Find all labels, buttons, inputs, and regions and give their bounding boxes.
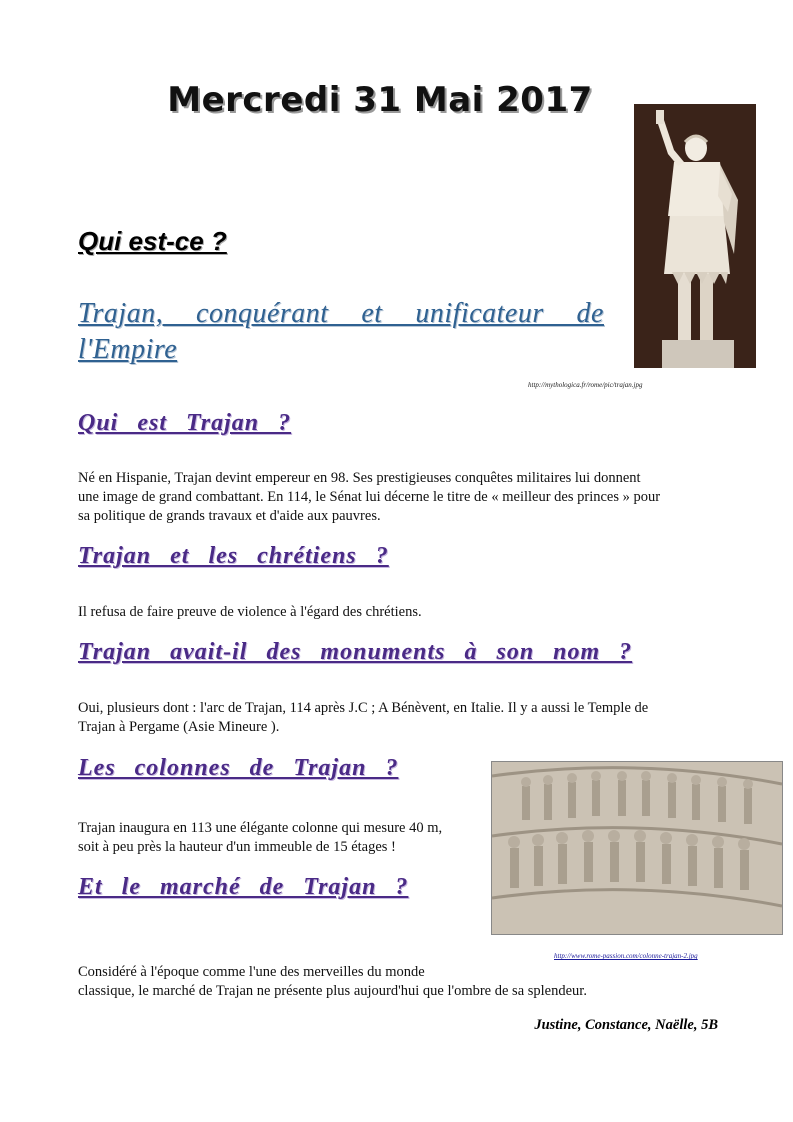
text-line: classique, le marché de Trajan ne présente plus aujourd'hui que l'ombre de sa splendeur. [78,983,587,999]
section-text-qui-est-trajan [78,469,728,526]
page-date: Mercredi 31 Mai 2017 [167,80,593,120]
text-line: Né en Hispanie, Trajan devint empereur en 98. Ses prestigieuses conquêtes militaires lui donnent [78,470,641,486]
section-text-monuments [78,699,728,737]
text-line: Trajan inaugura en 113 une élégante colonne qui mesure 40 m, [78,820,443,836]
section-title-qui-est-trajan: Qui est Trajan ? [78,410,292,436]
text-line: soit à peu près la hauteur d'un immeuble de 15 étages ! [78,839,396,855]
text-line: Trajan à Pergame (Asie Mineure ). [78,719,280,735]
section-title-monuments: Trajan avait-il des monuments à son nom ? [78,639,633,665]
section-text-colonnes [78,819,488,857]
trajan-statue-image [634,104,756,368]
article-title: Trajan, conquérant et unificateur de l'Empire [78,298,604,365]
text-line: sa politique de grands travaux et d'aide aux pauvres. [78,508,381,524]
trajan-column-image [491,761,783,935]
author-signature: Justine, Constance, Naëlle, 5B [534,1017,718,1033]
section-text-marche [78,963,728,1001]
section-title-marche: Et le marché de Trajan ? [78,874,409,900]
section-title-colonnes: Les colonnes de Trajan ? [78,755,399,781]
statue-image-credit: http://mythologica.fr/rome/pic/trajan.jpg [528,381,643,389]
intro-question: Qui est-ce ? [78,226,227,256]
text-line: une image de grand combattant. En 114, le Sénat lui décerne le titre de « meilleur des princes » pour [78,489,661,505]
text-line: Oui, plusieurs dont : l'arc de Trajan, 114 après J.C ; A Bénèvent, en Italie. Il y a aussi le Temple de [78,700,649,716]
text-line: Il refusa de faire preuve de violence à l'égard des chrétiens. [78,604,422,620]
section-title-chretiens: Trajan et les chrétiens ? [78,543,389,569]
text-line: Considéré à l'époque comme l'une des merveilles du monde [78,964,425,980]
column-image-credit: http://www.rome-passion.com/colonne-trajan-2.jpg [554,952,698,960]
section-text-chretiens [78,603,728,622]
